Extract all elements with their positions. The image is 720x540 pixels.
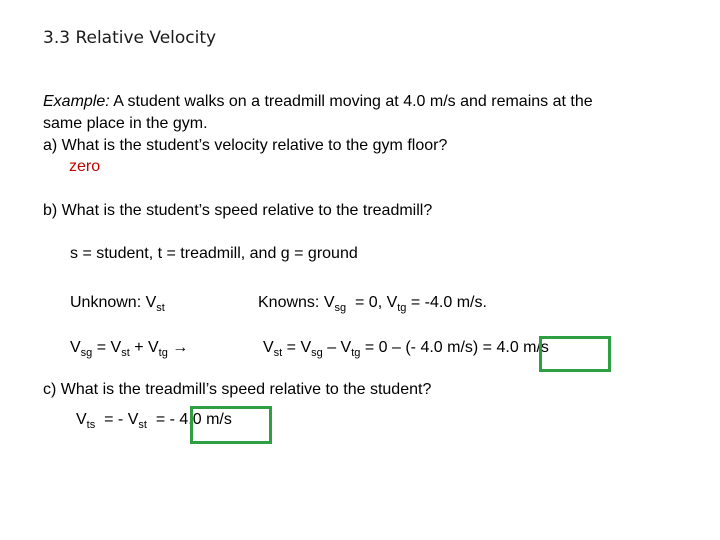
knowns-statement: Knowns: $V_{sg} = 0$, $V_{tg} = -4.0$ m/s. <box>258 294 487 314</box>
question-c: c) What is the treadmill’s speed relative to the student? <box>43 381 432 398</box>
question-b: b) What is the student’s speed relative to the treadmill? <box>43 202 433 219</box>
page-title: 3.3 Relative Velocity <box>43 28 217 48</box>
equation-1: $V_{sg} = V_{st} + V_{tg}$ → <box>70 339 189 359</box>
question-a: a) What is the student’s velocity relative to the gym floor? <box>43 137 448 154</box>
answer-c-highlight-box <box>190 406 272 444</box>
equation-3: $V_{ts}$ = - $V_{st}$ = - 4.0 m/s <box>76 411 232 431</box>
example-label: Example: <box>43 93 110 110</box>
answer-b-value: 4.0 m/s <box>496 339 549 356</box>
answer-c-value: - 4.0 m/s <box>169 411 232 428</box>
example-line-1: Example: A student walks on a treadmill moving at 4.0 m/s and remains at the <box>43 93 593 110</box>
answer-b-highlight-box <box>539 336 611 372</box>
equation-2: $V_{st} = V_{sg} - V_{tg} = 0$ – (- 4.0 m/s) = 4.0 m/s <box>263 339 549 359</box>
unknown-statement: Unknown: $V_{st}$ <box>70 294 165 314</box>
answer-a: zero <box>69 158 101 175</box>
definitions: s = student, t = treadmill, and g = ground <box>70 245 358 262</box>
example-line-2: same place in the gym. <box>43 115 208 132</box>
